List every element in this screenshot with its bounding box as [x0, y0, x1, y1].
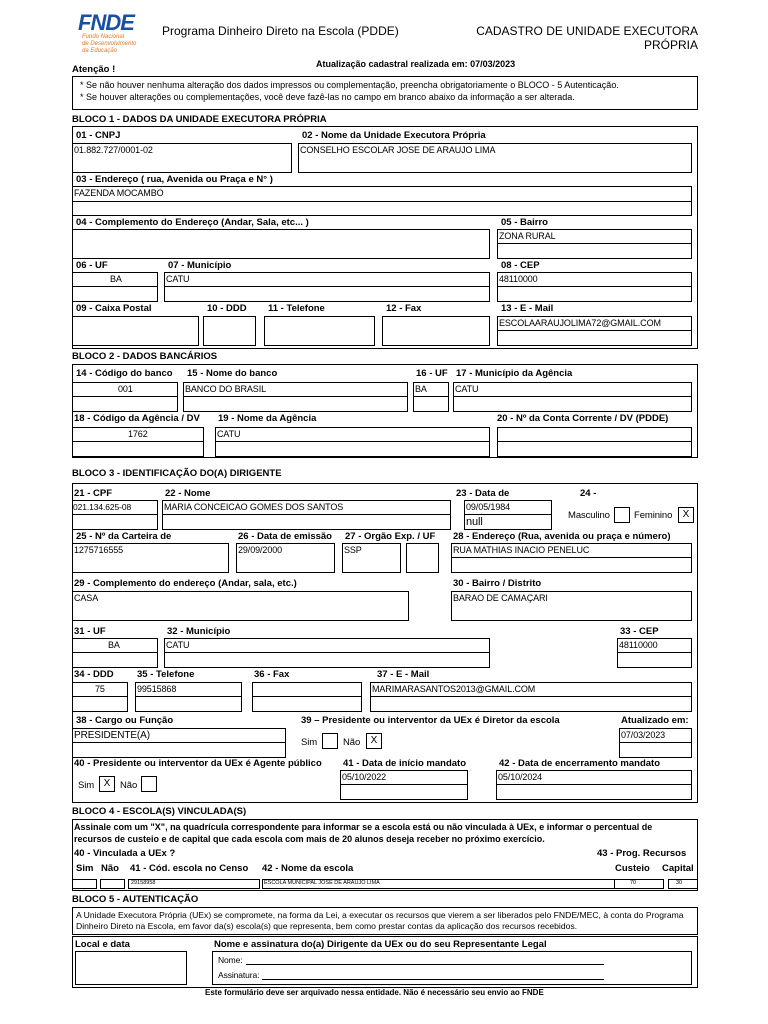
agent-nao-checkbox[interactable] [141, 776, 157, 792]
attention-line1: * Se não houver nenhuma alteração dos dados impressos ou complementação, preencha obrigatoriamente o BLOCO - 5 Autenticação. [80, 80, 619, 90]
label-14: 14 - Código do banco [76, 368, 173, 379]
bloco1-title: BLOCO 1 - DADOS DA UNIDADE EXECUTORA PRÓPRIA [72, 114, 327, 125]
label-27: 27 - Orgão Exp. / UF [345, 531, 436, 542]
cnpj-value: 01.882.727/0001-02 [74, 145, 153, 155]
agency-city-box[interactable] [453, 382, 692, 412]
mun-dir-divider [164, 652, 490, 653]
cep-dir-value: 48110000 [619, 640, 658, 650]
director-sim-checkbox[interactable] [322, 733, 338, 749]
label-12: 12 - Fax [386, 303, 422, 314]
logo-subtitle-1: Fundo Nacional [82, 34, 125, 40]
school-nao-cell[interactable] [100, 879, 125, 889]
account-box[interactable] [497, 427, 692, 457]
director-nao-label: Não [343, 737, 361, 748]
label-37: 37 - E - Mail [377, 669, 430, 680]
issuer-uf-box[interactable] [406, 543, 439, 573]
uf-divider [72, 286, 158, 287]
id-value: 1275716555 [74, 545, 124, 555]
label-30: 30 - Bairro / Distrito [453, 578, 542, 589]
label-16: 16 - UF [416, 368, 448, 379]
agent-sim-label: Sim [78, 780, 95, 791]
addr-dir-divider [451, 557, 692, 558]
label-28: 28 - Endereço (Rua, avenida ou praça e número) [453, 531, 671, 542]
birth-value: 09/05/1984 [466, 502, 511, 512]
fax-dir-divider [252, 696, 362, 697]
bloco5-title: BLOCO 5 - AUTENTICAÇÃO [72, 894, 199, 905]
updated-text: Atualização cadastral realizada em: 07/03/2023 [316, 59, 516, 69]
bloco3-title: BLOCO 3 - IDENTIFICAÇÃO DO(A) DIRIGENTE [72, 468, 282, 479]
label-22: 22 - Nome [165, 488, 211, 499]
agency-code-value: 1762 [128, 429, 148, 439]
municipio-divider [164, 286, 490, 287]
compl-dir-box[interactable] [72, 591, 409, 621]
name-value: MARIA CONCEICAO GOMES DOS SANTOS [164, 502, 344, 512]
cpf-value: 021.134.625-08 [73, 502, 132, 512]
email-divider [497, 330, 692, 331]
cargo-value: PRESIDENTE(A) [74, 730, 150, 741]
agency-name-divider [215, 441, 490, 442]
municipio-box[interactable] [164, 272, 490, 302]
addr-dir-value: RUA MATHIAS INACIO PENELUC [453, 545, 590, 555]
agency-name-box[interactable] [215, 427, 490, 457]
mandate-start-divider [340, 784, 468, 785]
col-sim: Sim [76, 863, 94, 874]
school-sim-cell[interactable] [72, 879, 97, 889]
atualizado-divider [619, 742, 692, 743]
label-05: 05 - Bairro [501, 217, 548, 228]
label-36: 36 - Fax [254, 669, 290, 680]
mandate-end-divider [496, 784, 692, 785]
bloco4-instruction-2: recursos de custeio e de capital que cada escola com mais de 20 alunos deseja receber no próximo exercício. [74, 834, 545, 844]
col-capital: Capital [662, 863, 694, 874]
agency-name-value: CATU [217, 429, 241, 439]
label-07: 07 - Município [168, 260, 232, 271]
label-29: 29 - Complemento do endereço (Andar, sala, etc.) [74, 578, 297, 589]
feminino-checkbox[interactable]: X [678, 507, 694, 523]
cep-dir-divider [617, 652, 692, 653]
label-02: 02 - Nome da Unidade Executora Própria [302, 130, 486, 141]
masculino-checkbox[interactable] [614, 507, 630, 523]
label-19: 19 - Nome da Agência [218, 413, 317, 424]
caixa-postal-box[interactable] [72, 316, 199, 346]
feminino-label: Feminino [634, 510, 673, 521]
label-17: 17 - Município da Agência [456, 368, 573, 379]
director-nao-checkbox[interactable]: X [366, 733, 382, 749]
label-35: 35 - Telefone [137, 669, 195, 680]
footer-note: Este formulário deve ser arquivado nessa entidade. Não é necessário seu envio ao FNDE [205, 988, 544, 997]
ddd-dir-divider [72, 696, 128, 697]
col-nao: Não [101, 863, 119, 874]
mun-dir-value: CATU [166, 640, 190, 650]
assinatura-label: Assinatura: [218, 970, 260, 980]
label-39: 39 – Presidente ou interventor da UEx é Diretor da escola [301, 715, 560, 726]
label-21: 21 - CPF [74, 488, 113, 499]
tel-dir-value: 99515868 [137, 684, 177, 694]
address-value: FAZENDA MOCAMBO [74, 188, 164, 198]
bank-uf-value: BA [415, 384, 427, 394]
label-20: 20 - Nº da Conta Corrente / DV (PDDE) [497, 413, 669, 424]
label-25: 25 - Nº da Carteira de [76, 531, 172, 542]
bank-code-value: 001 [118, 384, 133, 394]
school-capital-value: 30 [676, 880, 683, 886]
fax-box[interactable] [382, 316, 490, 346]
masculino-label: Masculino [568, 510, 610, 521]
agency-city-divider [453, 396, 692, 397]
label-31: 31 - UF [74, 626, 106, 637]
logo-subtitle-3: da Educação [82, 48, 118, 54]
label-01: 01 - CNPJ [76, 130, 121, 141]
logo-text: FNDE [78, 10, 134, 35]
municipio-value: CATU [166, 274, 190, 284]
label-11: 11 - Telefone [268, 303, 325, 314]
agency-code-divider [72, 441, 204, 442]
address-divider [72, 201, 692, 202]
nome-line[interactable] [246, 964, 604, 965]
birth-null-value: null [466, 516, 483, 528]
complement-box[interactable] [72, 229, 490, 259]
uex-name-value: CONSELHO ESCOLAR JOSE DE ARAUJO LIMA [300, 145, 496, 155]
logo-subtitle-2: de Desenvolvimento [82, 41, 137, 47]
col-nome-escola: 42 - Nome da escola [262, 863, 354, 874]
label-03: 03 - Endereço ( rua, Avenida ou Praça e N° ) [76, 174, 273, 185]
attention-title: Atenção ! [72, 64, 116, 75]
label-06: 06 - UF [76, 260, 108, 271]
label-32: 32 - Município [167, 626, 231, 637]
label-41: 41 - Data de início mandato [343, 758, 466, 769]
label-08: 08 - CEP [501, 260, 540, 271]
email-value: ESCOLAARAUJOLIMA72@GMAIL.COM [499, 318, 661, 328]
fax-dir-box[interactable] [252, 682, 362, 712]
ddd-box[interactable] [203, 316, 256, 346]
telefone-box[interactable] [264, 316, 375, 346]
nome-label: Nome: [218, 955, 243, 965]
form-title-line1: CADASTRO DE UNIDADE EXECUTORA [476, 24, 698, 38]
bloco2-title: BLOCO 2 - DADOS BANCÁRIOS [72, 351, 218, 362]
mun-dir-box[interactable] [164, 638, 490, 668]
issuer-value: SSP [344, 545, 362, 555]
agent-nao-label: Não [120, 780, 138, 791]
bank-name-value: BANCO DO BRASIL [185, 384, 267, 394]
uf-dir-divider [72, 652, 158, 653]
school-custeio-cell[interactable] [614, 879, 664, 889]
email-dir-divider [370, 696, 692, 697]
tel-dir-divider [135, 696, 242, 697]
program-title: Programa Dinheiro Direto na Escola (PDDE) [162, 24, 399, 38]
assinatura-line[interactable] [262, 979, 604, 980]
uf-dir-value: BA [108, 640, 120, 650]
bloco5-text-2: Dinheiro Direto na Escola, em favor da(s) escola(s) que representa, bem como prestar contas da aplicação dos recursos recebidos. [76, 921, 578, 931]
name-divider [162, 514, 451, 515]
cep-divider [497, 286, 692, 287]
account-divider [497, 441, 692, 442]
local-data-box[interactable] [75, 951, 187, 985]
birth-divider [464, 514, 552, 515]
school-name-value: ESCOLA MUNICIPAL JOSE DE ARAUJO LIMA [264, 880, 380, 886]
label-38: 38 - Cargo ou Função [76, 715, 174, 726]
uf-value: BA [110, 274, 122, 284]
issue-date-value: 29/09/2000 [238, 545, 283, 555]
attention-line2: * Se houver alterações ou complementações, você deve fazê-las no campo em branco abaixo da informação a ser alterada. [80, 92, 575, 102]
bairro-dir-value: BARAO DE CAMAÇARI [453, 593, 548, 603]
cep-value: 48110000 [499, 274, 538, 284]
school-row [72, 879, 698, 891]
director-sim-label: Sim [301, 737, 318, 748]
ddd-dir-value: 75 [95, 684, 105, 694]
label-24: 24 - [580, 488, 597, 499]
cargo-divider [72, 742, 286, 743]
label-40: 40 - Presidente ou interventor da UEx é Agente público [74, 758, 322, 769]
bloco4-title: BLOCO 4 - ESCOLA(S) VINCULADA(S) [72, 806, 247, 817]
compl-dir-value: CASA [74, 593, 99, 603]
bank-code-divider [72, 396, 178, 397]
form-title-line2: PRÓPRIA [643, 38, 698, 52]
mandate-end-value: 05/10/2024 [498, 772, 543, 782]
bairro-divider [497, 243, 692, 244]
label-42: 42 - Data de encerramento mandato [499, 758, 661, 769]
label-23: 23 - Data de [456, 488, 510, 499]
label-15: 15 - Nome do banco [187, 368, 278, 379]
agent-sim-checkbox[interactable]: X [99, 776, 115, 792]
label-vinculada: 40 - Vinculada a UEx ? [74, 848, 176, 859]
label-10: 10 - DDD [207, 303, 247, 314]
label-34: 34 - DDD [74, 669, 114, 680]
school-capital-cell[interactable] [668, 879, 698, 889]
bloco5-text-1: A Unidade Executora Própria (UEx) se compromete, na forma da Lei, a executar os recursos que vierem a ser liberados pelo FNDE/MEC, à conta do Programa [76, 910, 684, 920]
agency-city-value: CATU [455, 384, 479, 394]
label-prog-recursos: 43 - Prog. Recursos [597, 848, 687, 859]
label-18: 18 - Código da Agência / DV [74, 413, 200, 424]
local-data-label: Local e data [75, 939, 130, 950]
label-13: 13 - E - Mail [501, 303, 554, 314]
cpf-divider [72, 514, 158, 515]
bank-name-divider [183, 396, 408, 397]
mandate-start-value: 05/10/2022 [342, 772, 387, 782]
col-cod-censo: 41 - Cód. escola no Censo [130, 863, 249, 874]
atualizado-value: 07/03/2023 [621, 730, 666, 740]
email-dir-value: MARIMARASANTOS2013@GMAIL.COM [372, 684, 536, 694]
signature-label: Nome e assinatura do(a) Dirigente da UEx ou do seu Representante Legal [214, 939, 547, 950]
label-atualizado: Atualizado em: [621, 715, 689, 726]
label-09: 09 - Caixa Postal [76, 303, 152, 314]
bloco4-instruction-1: Assinale com um "X", na quadrícula correspondente para informar se a escola está ou não vinculada à UEx, e informar o percentual de [74, 822, 653, 832]
bairro-value: ZONA RURAL [499, 231, 556, 241]
school-cod-value: 29158958 [131, 880, 156, 886]
label-33: 33 - CEP [620, 626, 659, 637]
bank-uf-divider [413, 396, 449, 397]
label-26: 26 - Data de emissão [238, 531, 332, 542]
fnde-logo [78, 12, 148, 62]
school-custeio-value: 70 [630, 880, 637, 886]
col-custeio: Custeio [615, 863, 650, 874]
label-04: 04 - Complemento do Endereço (Andar, Sala, etc... ) [76, 217, 309, 228]
